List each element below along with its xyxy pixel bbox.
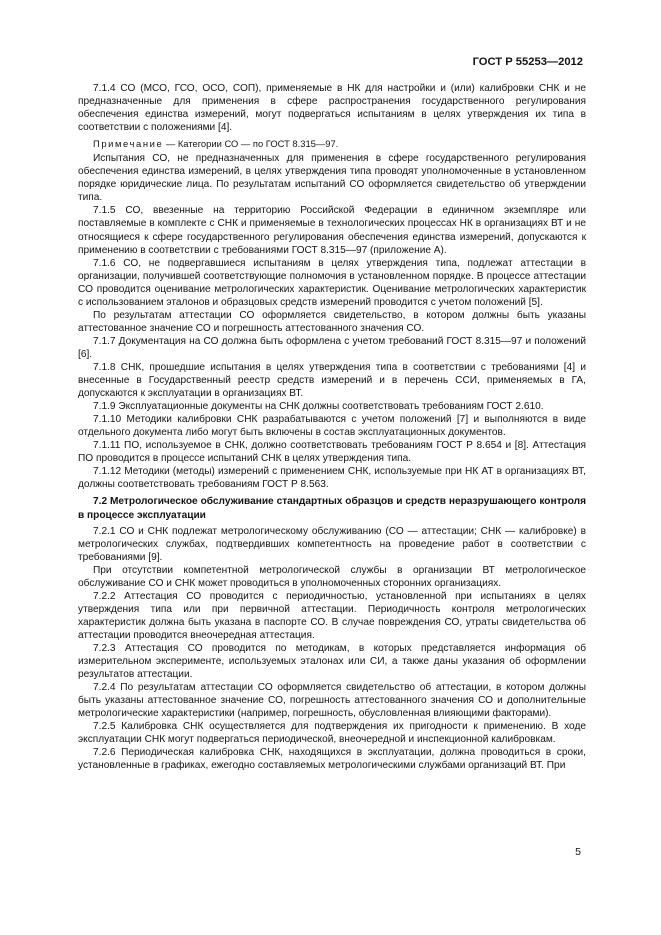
paragraph-7-1-4: 7.1.4 СО (МСО, ГСО, ОСО, СОП), применяемые в НК для настройки и (или) калибровки СНК и не предназначенные для применения в сфере распространения государственного регулирования обеспечения единства измерений, могут подвергаться испытаниям в целях утверждения их типа в соответствии с положениями [4]. xyxy=(78,83,586,134)
paragraph-7-1-5: 7.1.5 СО, ввезенные на территорию Российской Федерации в единичном экземпляре или поставляемые в комплекте с СНК и применяемые в технологических процессах НК в организациях ВТ и не относящиеся к сфере государственного регулирования обеспечения единства измерений, допускаются к применению в соответствии с требованиями ГОСТ 8.315—97 (приложение А). xyxy=(78,205,586,256)
page-content xyxy=(78,82,586,772)
paragraph-attestation-results: По результатам аттестации СО оформляется свидетельство, в котором должны быть указаны аттестованное значение СО и погрешность аттестованного значения СО. xyxy=(78,309,586,334)
paragraph-7-1-7: 7.1.7 Документация на СО должна быть оформлена с учетом требований ГОСТ 8.315—97 и положений [6]. xyxy=(78,335,586,360)
paragraph-no-service: При отсутствии компетентной метрологической службы в организации ВТ метрологическое обслуживание СО и СНК может проводиться в уполномоченных сторонних организациях. xyxy=(78,564,586,589)
paragraph-test-so: Испытания СО, не предназначенных для применения в сфере государственного регулирования обеспечения единства измерений, в целях утверждения типа проводят уполномоченные в установленном порядке юридические лица. По результатам испытаний СО оформляется свидетельство об утверждении типа. xyxy=(78,153,586,204)
paragraph-7-2-3: 7.2.3 Аттестация СО проводится по методикам, в которых представляется информация об измерительном эксперименте, используемых эталонах или СИ, а также даны указания об оформлении результатов аттестации. xyxy=(78,642,586,681)
paragraph-7-1-11: 7.1.11 ПО, используемое в СНК, должно соответствовать требованиям ГОСТ Р 8.654 и [8]. Аттестация ПО проводится в процессе испытаний СНК в целях утверждения типа. xyxy=(78,440,586,465)
paragraph-7-2-4: 7.2.4 По результатам аттестации СО оформляется свидетельство об аттестации, в котором должны быть указаны аттестованное значение СО, погрешность аттестованного значения СО и дополнительные метрологические характеристики (например, погрешность, обусловленная влияющими факторами). xyxy=(78,682,586,720)
paragraph-7-1-12: 7.1.12 Методики (методы) измерений с применением СНК, используемые при НК АТ в организациях ВТ, должны соответствовать требованиям ГОСТ Р 8.563. xyxy=(78,466,586,491)
note xyxy=(78,137,586,150)
paragraph-7-1-6: 7.1.6 СО, не подвергавшиеся испытаниям в целях утверждения типа, подлежат аттестации в организации, получившей соответствующие полномочия в установленном порядке. В процессе аттестации СО проводится оценивание метрологических характеристик. Оценивание метрологических характеристик с использованием эталонов и образцовых средств измерений проводится с учетом положений [5]. xyxy=(78,257,586,308)
paragraph-7-2-2: 7.2.2 Аттестация СО проводится с периодичностью, установленной при испытаниях в целях утверждения типа или при первичной аттестации. Периодичность контроля метрологических характеристик должна быть указана в паспорте СО. В случае повреждения СО, утраты свидетельства об аттестации проводится внеочередная аттестация. xyxy=(78,590,586,641)
note-text: — Категории СО — по ГОСТ 8.315—97. xyxy=(163,138,339,150)
document-number: ГОСТ Р 55253—2012 xyxy=(472,56,583,68)
paragraph-7-1-10: 7.1.10 Методики калибровки СНК разрабатываются с учетом положений [7] и выполняются в виде отдельного документа либо могут быть включены в состав эксплуатационных документов. xyxy=(78,414,586,439)
paragraph-7-2-6: 7.2.6 Периодическая калибровка СНК, находящихся в эксплуатации, должна проводиться в сроки, установленные в графиках, ежегодно составляемых метрологическими службами организаций ВТ. При xyxy=(78,747,586,772)
note-label: Примечание xyxy=(93,138,164,150)
page-number: 5 xyxy=(575,846,581,858)
paragraph-7-2-5: 7.2.5 Калибровка СНК осуществляется для подтверждения их пригодности к применению. В ходе эксплуатации СНК могут подвергаться периодической, внеочередной и инспекционной калибровкам. xyxy=(78,721,586,746)
paragraph-7-2-1: 7.2.1 СО и СНК подлежат метрологическому обслуживанию (СО — аттестации; СНК — калибровке) в метрологических службах, подтвердивших компетентность на проведение работ в соответствии с требованиями [9]. xyxy=(78,525,586,563)
section-heading-7-2: 7.2 Метрологическое обслуживание стандартных образцов и средств неразрушающего контроля в процессе эксплуатации xyxy=(78,496,586,521)
paragraph-7-1-8: 7.1.8 СНК, прошедшие испытания в целях утверждения типа в соответствии с требованиями [4] и внесенные в Государственный реестр средств измерений и в перечень ССИ, применяемых в ГА, допускаются к эксплуатации в организациях ВТ. xyxy=(78,361,586,400)
paragraph-7-1-9: 7.1.9 Эксплуатационные документы на СНК должны соответствовать требованиям ГОСТ 2.610. xyxy=(93,401,544,413)
